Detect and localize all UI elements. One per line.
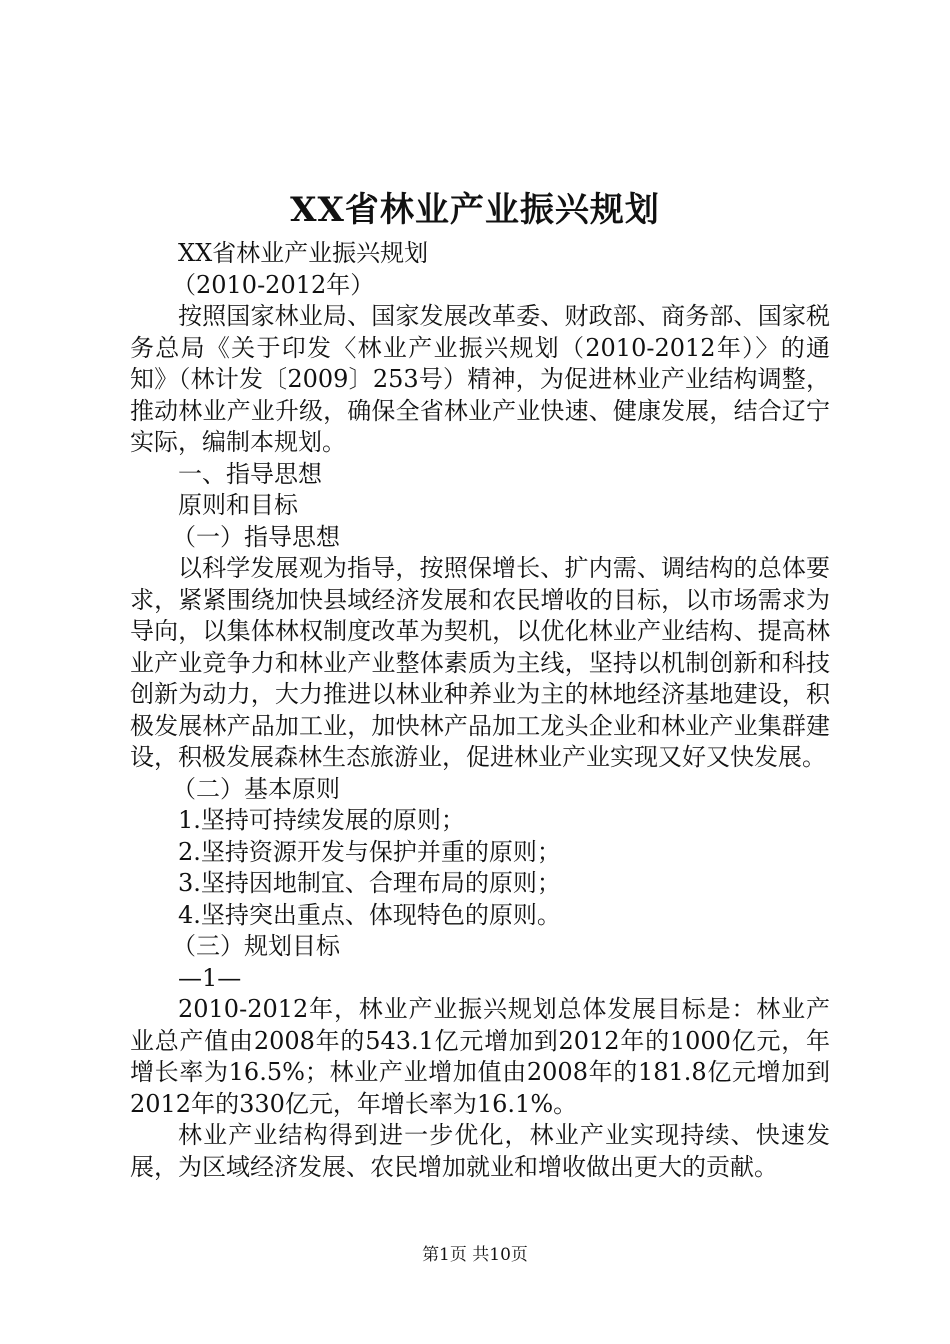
period-line: （2010-2012年） [172, 270, 375, 299]
subtitle-line: XX省林业产业振兴规划 [178, 239, 429, 267]
document-body [130, 238, 830, 1183]
principle-item-1: 1.坚持可持续发展的原则； [178, 806, 465, 834]
section-heading-guiding: 一、指导思想 [178, 459, 322, 488]
guiding-thought-paragraph: 以科学发展观为指导，按照保增长、扩内需、调结构的总体要求，紧紧围绕加快县域经济发展和农民增收的目标，以市场需求为导向，以集体林权制度改革为契机，以优化林业产业结构、提高林业产业竞争力和林业产业整体素质为主线，坚持以机制创新和科技创新为动力，大力推进以林业种养业为主的林地经济基地建设，积极发展林产品加工业，加快林产品加工龙头企业和林业产业集群建设，积极发展森林生态旅游业，促进林业产业实现又好又快发展。 [130, 554, 830, 771]
inline-page-marker: —1— [178, 963, 242, 992]
section-heading-principles-goals: 原则和目标 [178, 491, 298, 519]
subsection-heading-planning-goals: （三）规划目标 [172, 932, 340, 960]
principle-item-3: 3.坚持因地制宜、合理布局的原则； [178, 869, 561, 897]
goals-paragraph: 2010-2012年，林业产业振兴规划总体发展目标是：林业产业总产值由2008年的543.1亿元增加到2012年的1000亿元，年增长率为16.5%；林业产业增加值由2008年的181.8亿元增加到2012年的330亿元，年增长率为16.1%。 [130, 995, 830, 1118]
structure-paragraph: 林业产业结构得到进一步优化，林业产业实现持续、快速发展，为区域经济发展、农民增加就业和增收做出更大的贡献。 [130, 1121, 830, 1181]
principle-item-2: 2.坚持资源开发与保护并重的原则； [178, 837, 561, 866]
intro-paragraph: 按照国家林业局、国家发展改革委、财政部、商务部、国家税务总局《关于印发〈林业产业振兴规划（2010-2012年）〉的通知》（林计发〔2009〕253号）精神，为促进林业产业结构调整，推动林业产业升级，确保全省林业产业快速、健康发展，结合辽宁实际，编制本规划。 [130, 302, 830, 456]
page-number-footer: 第1页 共10页 [422, 1245, 528, 1265]
subsection-heading-basic-principles: （二）基本原则 [172, 774, 340, 803]
document-title: XX省林业产业振兴规划 [290, 190, 660, 230]
principle-item-4: 4.坚持突出重点、体现特色的原则。 [178, 900, 561, 929]
subsection-heading-guiding-thought: （一）指导思想 [172, 522, 340, 551]
